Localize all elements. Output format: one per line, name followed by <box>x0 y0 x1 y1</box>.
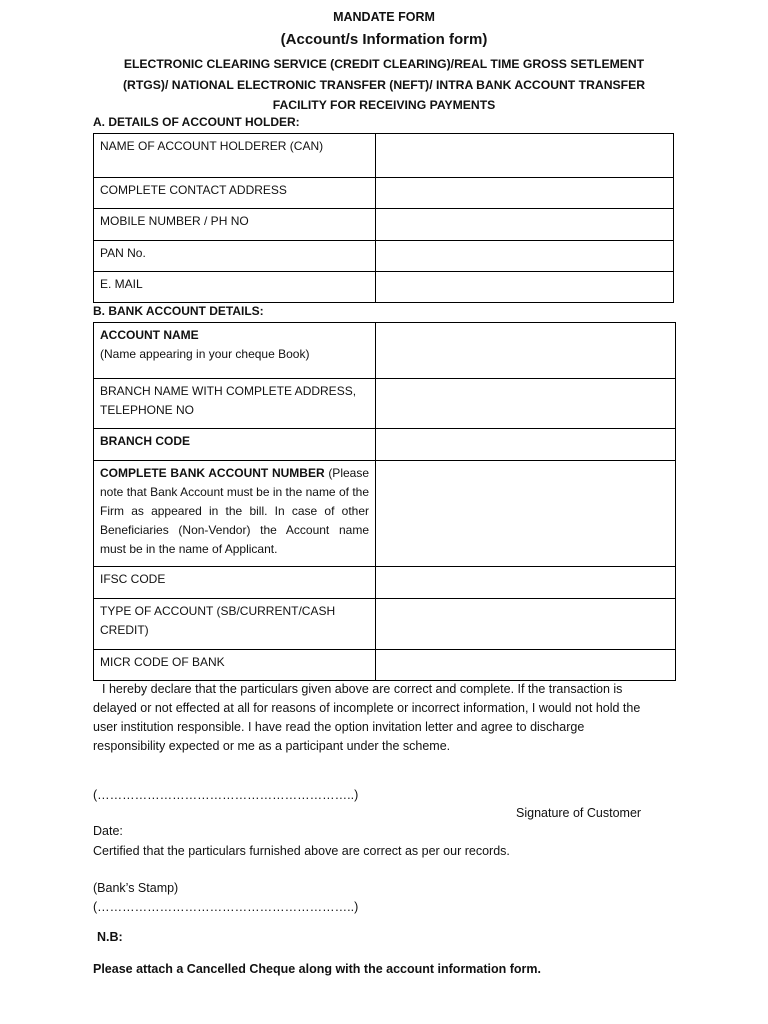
description-line-2: (RTGS)/ NATIONAL ELECTRONIC TRANSFER (NEFT)/ INTRA BANK ACCOUNT TRANSFER <box>123 77 645 92</box>
form-description <box>0 54 768 116</box>
account-number-bold: COMPLETE BANK ACCOUNT NUMBER <box>100 466 325 480</box>
label-branch-name <box>94 379 376 429</box>
label-contact-address: COMPLETE CONTACT ADDRESS <box>94 178 376 209</box>
branch-name-line-2: TELEPHONE NO <box>100 403 195 417</box>
label-account-type <box>94 599 376 650</box>
section-a-heading: A. DETAILS OF ACCOUNT HOLDER: <box>93 115 300 129</box>
account-holder-table <box>93 133 674 303</box>
account-name-bold: ACCOUNT NAME <box>100 328 199 342</box>
field-email[interactable] <box>376 272 674 303</box>
field-pan[interactable] <box>376 241 674 272</box>
form-subtitle: (Account/s Information form) <box>280 31 488 48</box>
label-mobile-number: MOBILE NUMBER / PH NO <box>94 209 376 241</box>
section-b-heading: B. BANK ACCOUNT DETAILS: <box>93 304 264 318</box>
field-contact-address[interactable] <box>376 178 674 209</box>
label-pan: PAN No. <box>94 241 376 272</box>
account-type-line-1: TYPE OF ACCOUNT (SB/CURRENT/CASH <box>100 604 336 618</box>
label-email: E. MAIL <box>94 272 376 303</box>
nb-label: N.B: <box>97 930 123 944</box>
label-ifsc: IFSC CODE <box>94 567 376 599</box>
branch-code-label: BRANCH CODE <box>100 434 190 448</box>
label-account-holder-name: NAME OF ACCOUNT HOLDERER (CAN) <box>94 134 376 178</box>
account-name-note: (Name appearing in your cheque Book) <box>100 347 310 361</box>
account-type-line-2: CREDIT) <box>100 623 149 637</box>
field-ifsc[interactable] <box>376 567 676 599</box>
label-account-number <box>94 461 376 567</box>
date-label: Date: <box>93 824 123 838</box>
branch-name-line-1: BRANCH NAME WITH COMPLETE ADDRESS, <box>100 384 357 398</box>
field-account-type[interactable] <box>376 599 676 650</box>
attach-note: Please attach a Cancelled Cheque along with the account information form. <box>93 962 541 976</box>
declaration-text: I hereby declare that the particulars given above are correct and complete. If the transaction is delayed or not effected at all for reasons of incomplete or incorrect information, I would not hold the user institution responsible. I have read the option invitation letter and agree to discharge responsibility expected or me as a participant under the scheme. <box>93 682 641 753</box>
bank-details-table <box>93 322 676 681</box>
certification-text: Certified that the particulars furnished above are correct as per our records. <box>93 844 510 858</box>
field-branch-name[interactable] <box>376 379 676 429</box>
field-account-name[interactable] <box>376 323 676 379</box>
signature-label: Signature of Customer <box>516 806 642 820</box>
field-mobile-number[interactable] <box>376 209 674 241</box>
description-line-1: ELECTRONIC CLEARING SERVICE (CREDIT CLEARING)/REAL TIME GROSS SETLEMENT <box>123 57 645 71</box>
label-micr: MICR CODE OF BANK <box>94 650 376 681</box>
field-account-number[interactable] <box>376 461 676 567</box>
field-account-holder-name[interactable] <box>376 134 674 178</box>
customer-signature-line[interactable]: (……………………………………………………..) <box>93 788 359 802</box>
description-line-3: FACILITY FOR RECEIVING PAYMENTS <box>272 98 496 112</box>
bank-stamp-label: (Bank’s Stamp) <box>93 881 179 895</box>
bank-stamp-line[interactable]: (……………………………………………………..) <box>93 900 359 914</box>
account-number-note: (Please note that Bank Account must be in the name of the Firm as appeared in the bill. In case of other Beneficiaries (Non-Vendor) the Account name must be in the name of Applicant. <box>100 466 370 556</box>
field-branch-code[interactable] <box>376 429 676 461</box>
form-title: MANDATE FORM <box>333 10 435 24</box>
label-branch-code <box>94 429 376 461</box>
field-micr[interactable] <box>376 650 676 681</box>
label-account-name <box>94 323 376 379</box>
